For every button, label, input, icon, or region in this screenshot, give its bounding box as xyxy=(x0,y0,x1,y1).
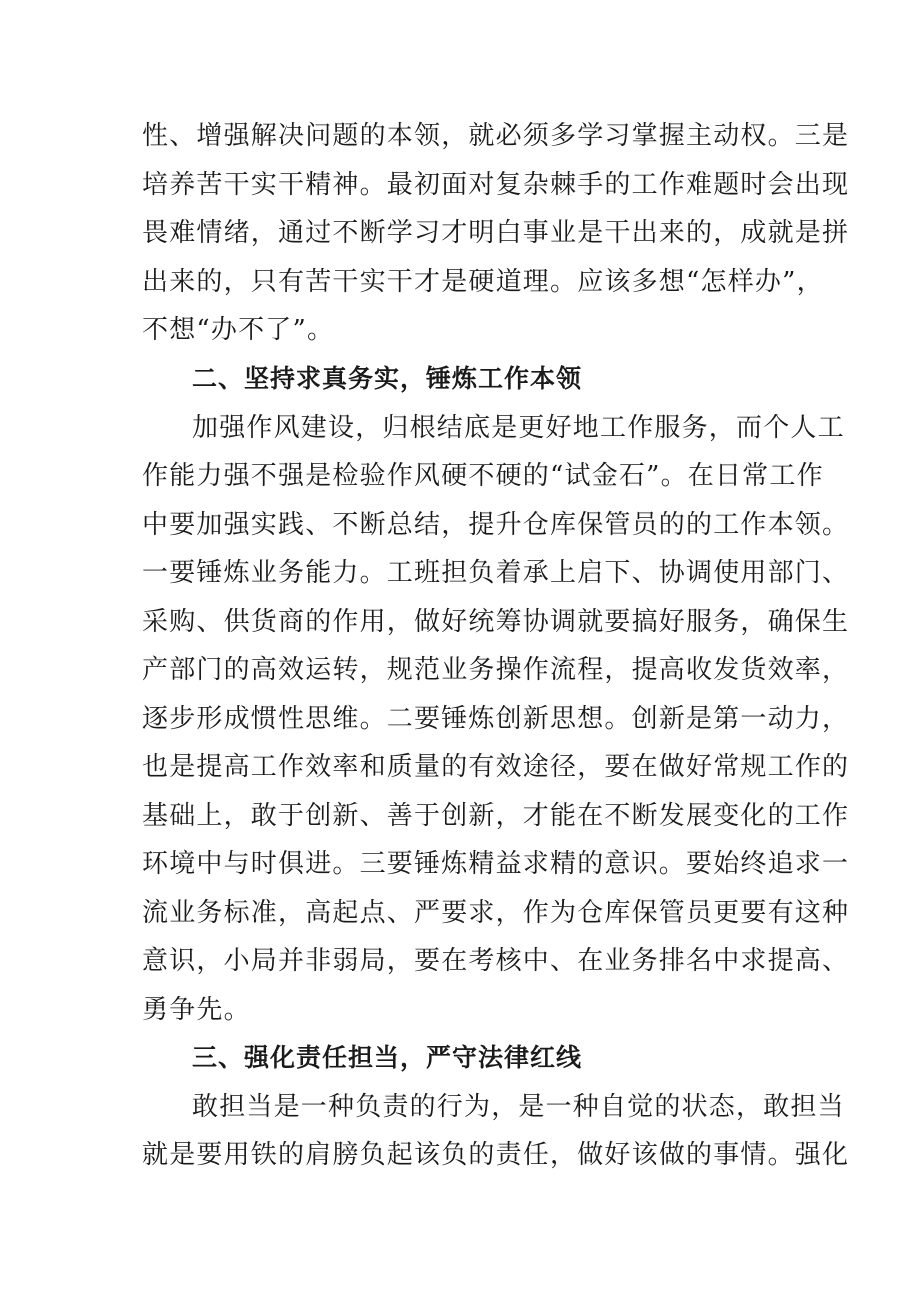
paragraph-line: 就是要用铁的肩膀负起该负的责任，做好该做的事情。强化 xyxy=(142,1140,850,1170)
section-heading-2: 二、坚持求真务实，锤炼工作本领 xyxy=(192,364,583,393)
paragraph-line: 敢担当是一种负责的行为，是一种自觉的状态，敢担当 xyxy=(192,1092,845,1122)
paragraph-line: 基础上，敢于创新、善于创新，才能在不断发展变化的工作 xyxy=(142,801,850,831)
paragraph-line: 环境中与时俱进。三要锤炼精益求精的意识。要始终追求一 xyxy=(142,849,850,879)
paragraph-line: 性、增强解决问题的本领，就必须多学习掌握主动权。三是 xyxy=(142,121,850,151)
paragraph-line: 也是提高工作效率和质量的有效途径，要在做好常规工作的 xyxy=(142,752,850,782)
paragraph-line: 采购、供货商的作用，做好统筹协调就要搞好服务，确保生 xyxy=(142,607,850,637)
paragraph-line: 产部门的高效运转，规范业务操作流程，提高收发货效率， xyxy=(142,655,850,685)
paragraph-line: 作能力强不强是检验作风硬不硬的“试金石”。在日常工作 xyxy=(142,461,824,491)
section-heading-3: 三、强化责任担当，严守法律红线 xyxy=(192,1043,583,1072)
paragraph-line: 中要加强实践、不断总结，提升仓库保管员的的工作本领。 xyxy=(142,510,850,540)
paragraph-line: 畏难情绪，通过不断学习才明白事业是干出来的，成就是拼 xyxy=(142,218,850,248)
paragraph-line: 勇争先。 xyxy=(142,995,251,1025)
paragraph-line: 加强作风建设，归根结底是更好地工作服务，而个人工 xyxy=(192,413,845,443)
paragraph-line: 不想“办不了”。 xyxy=(142,315,335,345)
paragraph-line: 逐步形成惯性思维。二要锤炼创新思想。创新是第一动力， xyxy=(142,704,850,734)
paragraph-line: 意识，小局并非弱局，要在考核中、在业务排名中求提高、 xyxy=(142,946,850,976)
paragraph-line: 流业务标准，高起点、严要求，作为仓库保管员更要有这种 xyxy=(142,898,850,928)
paragraph-line: 出来的，只有苦干实干才是硬道理。应该多想“怎样办”， xyxy=(142,267,824,297)
paragraph-line: 一要锤炼业务能力。工班担负着承上启下、协调使用部门、 xyxy=(142,558,850,588)
paragraph-line: 培养苦干实干精神。最初面对复杂棘手的工作难题时会出现 xyxy=(142,170,850,200)
